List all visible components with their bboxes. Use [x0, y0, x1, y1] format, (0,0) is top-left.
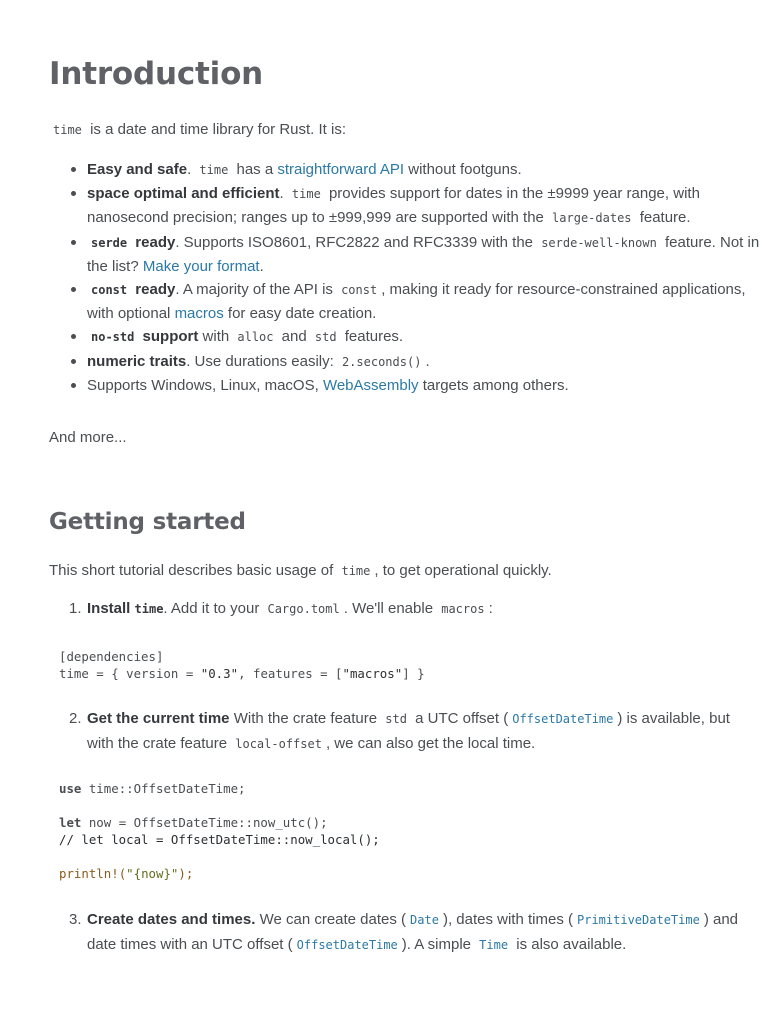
offsetdatetime-link[interactable]: OffsetDateTime: [512, 712, 614, 726]
code-block-cargo: [dependencies] time = { version = "0.3", features = ["macros"] }: [59, 649, 425, 681]
step-1: 1. Install time. Add it to your Cargo.toml . We'll enable macros :: [69, 600, 493, 617]
intro-lead: time is a date and time library for Rust. It is:: [49, 118, 346, 142]
macros-link[interactable]: macros: [174, 305, 224, 323]
list-item: const ready. A majority of the API is const , making it ready for resource-constrained applications, with optional macros for easy date creation.: [87, 278, 767, 325]
offsetdatetime-link-2[interactable]: OffsetDateTime: [296, 937, 398, 952]
list-item: Easy and safe. time has a straightforward API without footguns.: [87, 158, 767, 182]
step-2: 2. Get the current time With the crate feature std a UTC offset ( OffsetDateTime ) is available, but with the crate feature local-offset , we can also get the local time.: [69, 710, 730, 752]
list-item: space optimal and efficient. time provides support for dates in the ±9999 year range, with nanosecond precision; ranges up to ±999,999 are supported with the large-dates feature.: [87, 182, 767, 230]
and-more-text: And more...: [49, 429, 127, 446]
time-link[interactable]: Time: [479, 937, 509, 952]
code-block-now: use time::OffsetDateTime; let now = OffsetDateTime::now_utc(); // let local = OffsetDateTime::now_local(); println!("{now}");: [59, 781, 380, 881]
intro-heading: Introduction: [49, 56, 264, 92]
make-your-format-link[interactable]: Make your format: [142, 257, 260, 275]
straightforward-api-link[interactable]: straightforward API: [277, 161, 405, 178]
lead-code: time: [53, 123, 82, 137]
list-item: serde ready. Supports ISO8601, RFC2822 and RFC3339 with the serde-well-known feature. Not in the list? Make your format.: [87, 231, 767, 278]
getting-started-heading: Getting started: [49, 509, 246, 535]
step-3: 3. Create dates and times. We can create dates ( Date ), dates with times ( PrimitiveDateTime ) and date times with an UTC offset ( OffsetDateTime ). A simple Time is also available.: [69, 911, 739, 953]
date-link[interactable]: Date: [410, 913, 439, 927]
list-item: no-std support with alloc and std features.: [87, 325, 767, 349]
primitivedatetime-link[interactable]: PrimitiveDateTime: [577, 913, 700, 927]
feature-list: [49, 158, 767, 397]
webassembly-link[interactable]: WebAssembly: [322, 376, 419, 394]
list-item: numeric traits. Use durations easily: 2.seconds() .: [87, 350, 767, 374]
getting-started-lead: This short tutorial describes basic usage of time , to get operational quickly.: [49, 562, 552, 579]
list-item: Supports Windows, Linux, macOS, WebAssembly targets among others.: [87, 374, 767, 397]
